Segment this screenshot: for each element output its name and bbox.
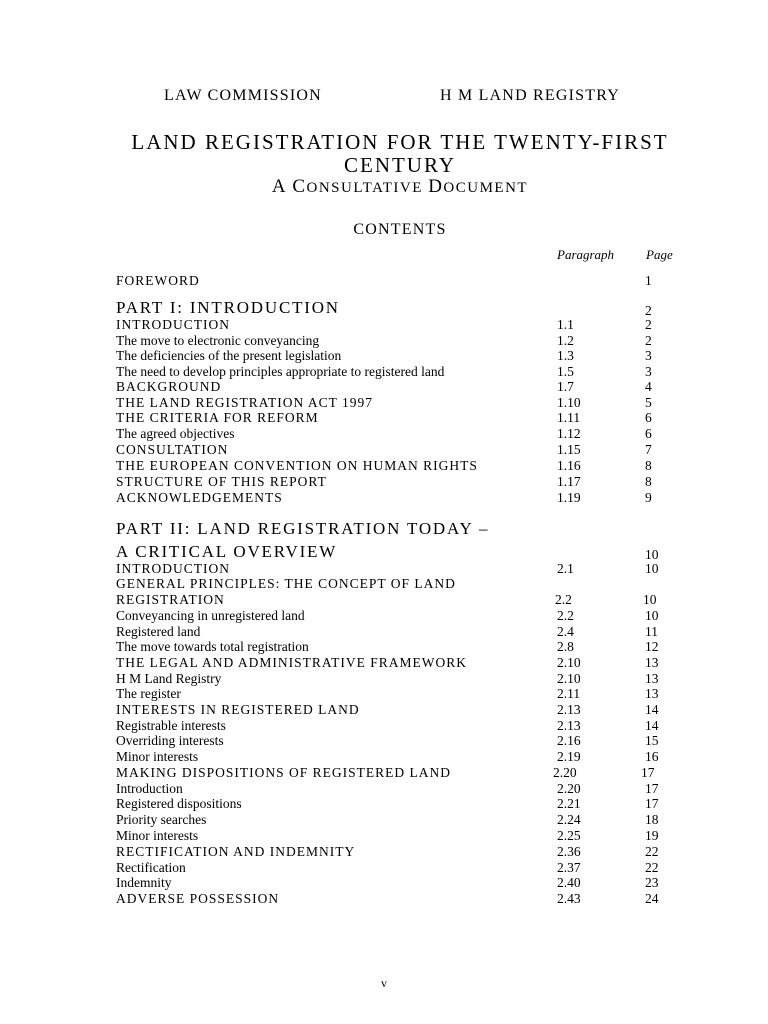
toc-row: [0, 348, 768, 364]
toc-paragraph-number: 2.10: [557, 655, 581, 670]
toc-entry-title: THE LEGAL AND ADMINISTRATIVE FRAMEWORK: [116, 655, 467, 670]
header-law-commission: LAW COMMISSION: [164, 87, 322, 104]
toc-entry-title: MAKING DISPOSITIONS OF REGISTERED LAND: [116, 765, 452, 780]
toc-entry-title: Priority searches: [116, 812, 207, 827]
toc-page-number: 17: [645, 781, 659, 796]
toc-paragraph-number: 2.43: [557, 891, 581, 906]
toc-row: [0, 395, 768, 411]
toc-paragraph-number: 2.21: [557, 796, 581, 811]
toc-entry-title: FOREWORD: [116, 273, 200, 288]
subtitle-ocument: OCUMENT: [443, 180, 529, 196]
toc-page-number: 7: [645, 442, 652, 457]
toc-paragraph-number: 2.20: [553, 765, 577, 780]
toc-entry-title: ADVERSE POSSESSION: [116, 891, 280, 906]
toc-page-number: 23: [645, 875, 659, 890]
toc-page-number: 3: [645, 364, 652, 379]
subtitle-c: C: [292, 176, 307, 197]
toc-paragraph-number: 2.24: [557, 812, 581, 827]
toc-page-number: 17: [645, 796, 659, 811]
toc-page-number: 9: [645, 490, 652, 505]
toc-paragraph-number: 1.16: [557, 458, 581, 473]
toc-entry-title: The move to electronic conveyancing: [116, 333, 320, 348]
toc-entry-title: CONSULTATION: [116, 442, 229, 457]
toc-entry-title: Minor interests: [116, 749, 199, 764]
toc-row: [0, 410, 768, 426]
toc-row: [0, 655, 768, 671]
toc-page-number: 6: [645, 426, 652, 441]
toc-page-number: 2: [645, 333, 652, 348]
toc-entry-title: INTERESTS IN REGISTERED LAND: [116, 702, 360, 717]
toc-paragraph-number: 2.36: [557, 844, 581, 859]
toc-paragraph-number: 1.7: [557, 379, 574, 394]
toc-paragraph-number: 1.19: [557, 490, 581, 505]
toc-entry-title: Registrable interests: [116, 718, 226, 733]
toc-paragraph-number: 1.3: [557, 348, 574, 363]
toc-row: [0, 844, 768, 860]
toc-page-number: 22: [645, 860, 659, 875]
toc-entry-title: The move towards total registration: [116, 639, 309, 654]
toc-paragraph-number: 2.10: [557, 671, 581, 686]
toc-entry-title: GENERAL PRINCIPLES: THE CONCEPT OF LAND: [116, 576, 456, 591]
toc-paragraph-number: 2.37: [557, 860, 581, 875]
toc-paragraph-number: 2.19: [557, 749, 581, 764]
toc-paragraph-number: 2.25: [557, 828, 581, 843]
toc-entry-title: THE EUROPEAN CONVENTION ON HUMAN RIGHTS: [116, 458, 478, 473]
toc-page-number: 10: [645, 547, 659, 562]
toc-row: [0, 592, 768, 608]
subtitle-onsultative: ONSULTATIVE: [306, 180, 429, 196]
toc-entry-title: INTRODUCTION: [116, 317, 230, 332]
toc-row: [0, 796, 768, 812]
toc-entry-title: Introduction: [116, 781, 183, 796]
toc-entry-title: REGISTRATION: [116, 592, 225, 607]
toc-entry-title: PART II: LAND REGISTRATION TODAY –: [116, 519, 490, 538]
toc-paragraph-number: 2.2: [557, 608, 574, 623]
toc-row: [0, 317, 768, 333]
toc-row: [0, 364, 768, 380]
toc-row: [0, 458, 768, 474]
toc-entry-title: A CRITICAL OVERVIEW: [116, 542, 338, 561]
toc-page-number: 15: [645, 733, 659, 748]
toc-row: [0, 519, 768, 539]
toc-row: [0, 426, 768, 442]
toc-page-number: 8: [645, 458, 652, 473]
toc-page-number: 2: [645, 317, 652, 332]
subtitle-a: A: [271, 176, 293, 197]
toc-paragraph-number: 2.16: [557, 733, 581, 748]
toc-page-number: 10: [645, 608, 659, 623]
toc-row: [0, 686, 768, 702]
toc-row: [0, 333, 768, 349]
toc-page-number: 14: [645, 718, 659, 733]
toc-paragraph-number: 1.5: [557, 364, 574, 379]
toc-page-number: 1: [645, 273, 652, 288]
toc-page-number: 6: [645, 410, 652, 425]
toc-row: [0, 828, 768, 844]
toc-row: [0, 576, 768, 592]
toc-row: [0, 718, 768, 734]
toc-page-number: 8: [645, 474, 652, 489]
toc-entry-title: THE LAND REGISTRATION ACT 1997: [116, 395, 373, 410]
contents-heading: CONTENTS: [353, 221, 447, 238]
toc-paragraph-number: 1.12: [557, 426, 581, 441]
toc-paragraph-number: 1.1: [557, 317, 574, 332]
toc-page-number: 13: [645, 671, 659, 686]
toc-page-number: 5: [645, 395, 652, 410]
document-title-line-1: LAND REGISTRATION FOR THE TWENTY-FIRST: [131, 130, 669, 154]
toc-page-number: 11: [645, 624, 658, 639]
toc-row: [0, 765, 768, 781]
toc-row: [0, 891, 768, 907]
toc-page-number: 17: [641, 765, 655, 780]
page-number: v: [381, 976, 387, 990]
toc-entry-title: Overriding interests: [116, 733, 224, 748]
toc-paragraph-number: 1.2: [557, 333, 574, 348]
toc-page-number: 4: [645, 379, 652, 394]
toc-row: [0, 442, 768, 458]
toc-page-number: 14: [645, 702, 659, 717]
toc-row: [0, 875, 768, 891]
toc-page-number: 18: [645, 812, 659, 827]
toc-entry-title: ACKNOWLEDGEMENTS: [116, 490, 283, 505]
toc-entry-title: Registered land: [116, 624, 201, 639]
toc-entry-title: Registered dispositions: [116, 796, 242, 811]
toc-page-number: 13: [645, 655, 659, 670]
toc-row: [0, 561, 768, 577]
toc-paragraph-number: 2.11: [557, 686, 581, 701]
toc-page-number: 16: [645, 749, 659, 764]
toc-entry-title: STRUCTURE OF THIS REPORT: [116, 474, 327, 489]
toc-paragraph-number: 2.20: [557, 781, 581, 796]
toc-row: [0, 812, 768, 828]
toc-row: [0, 733, 768, 749]
toc-entry-title: The agreed objectives: [116, 426, 235, 441]
toc-entry-title: The register: [116, 686, 181, 701]
toc-row: [0, 702, 768, 718]
toc-row: [0, 474, 768, 490]
toc-page-number: 3: [645, 348, 652, 363]
toc-entry-title: The deficiencies of the present legislation: [116, 348, 342, 363]
toc-paragraph-number: 2.13: [557, 702, 581, 717]
toc-page-number: 2: [645, 303, 652, 318]
toc-page-number: 13: [645, 686, 659, 701]
toc-paragraph-number: 2.1: [557, 561, 574, 576]
toc-entry-title: INTRODUCTION: [116, 561, 230, 576]
toc-paragraph-number: 1.11: [557, 410, 581, 425]
toc-page-number: 22: [645, 844, 659, 859]
toc-row: [0, 781, 768, 797]
toc-page-number: 12: [645, 639, 659, 654]
toc-row: [0, 608, 768, 624]
toc-row: [0, 490, 768, 506]
toc-row: [0, 671, 768, 687]
toc-row: [0, 298, 768, 318]
toc-row: [0, 860, 768, 876]
subtitle-d: D: [428, 176, 444, 197]
toc-entry-title: RECTIFICATION AND INDEMNITY: [116, 844, 356, 859]
toc-row: [0, 542, 768, 562]
toc-entry-title: Minor interests: [116, 828, 199, 843]
toc-entry-title: BACKGROUND: [116, 379, 222, 394]
toc-entry-title: PART I: INTRODUCTION: [116, 298, 340, 317]
toc-entry-title: H M Land Registry: [116, 671, 222, 686]
header-land-registry: H M LAND REGISTRY: [440, 87, 620, 104]
toc-page-number: 19: [645, 828, 659, 843]
toc-entry-title: Conveyancing in unregistered land: [116, 608, 305, 623]
toc-paragraph-number: 2.40: [557, 875, 581, 890]
toc-row: [0, 624, 768, 640]
toc-paragraph-number: 1.17: [557, 474, 581, 489]
toc-entry-title: Indemnity: [116, 875, 172, 890]
toc-entry-title: The need to develop principles appropriate to registered land: [116, 364, 445, 379]
toc-page-number: 10: [643, 592, 657, 607]
toc-page-number: 24: [645, 891, 659, 906]
toc-paragraph-number: 2.8: [557, 639, 574, 654]
toc-row: [0, 749, 768, 765]
toc-entry-title: Rectification: [116, 860, 186, 875]
toc-page-number: 10: [645, 561, 659, 576]
toc-row: [0, 639, 768, 655]
toc-paragraph-number: 1.15: [557, 442, 581, 457]
toc-paragraph-number: 2.4: [557, 624, 574, 639]
toc-paragraph-number: 1.10: [557, 395, 581, 410]
toc-paragraph-number: 2.13: [557, 718, 581, 733]
column-header-paragraph: Paragraph: [557, 247, 615, 262]
toc-paragraph-number: 2.2: [555, 592, 572, 607]
column-header-page: Page: [646, 247, 673, 262]
toc-row: [0, 273, 768, 289]
toc-row: [0, 379, 768, 395]
document-title-line-2: CENTURY: [343, 153, 456, 177]
toc-entry-title: THE CRITERIA FOR REFORM: [116, 410, 319, 425]
